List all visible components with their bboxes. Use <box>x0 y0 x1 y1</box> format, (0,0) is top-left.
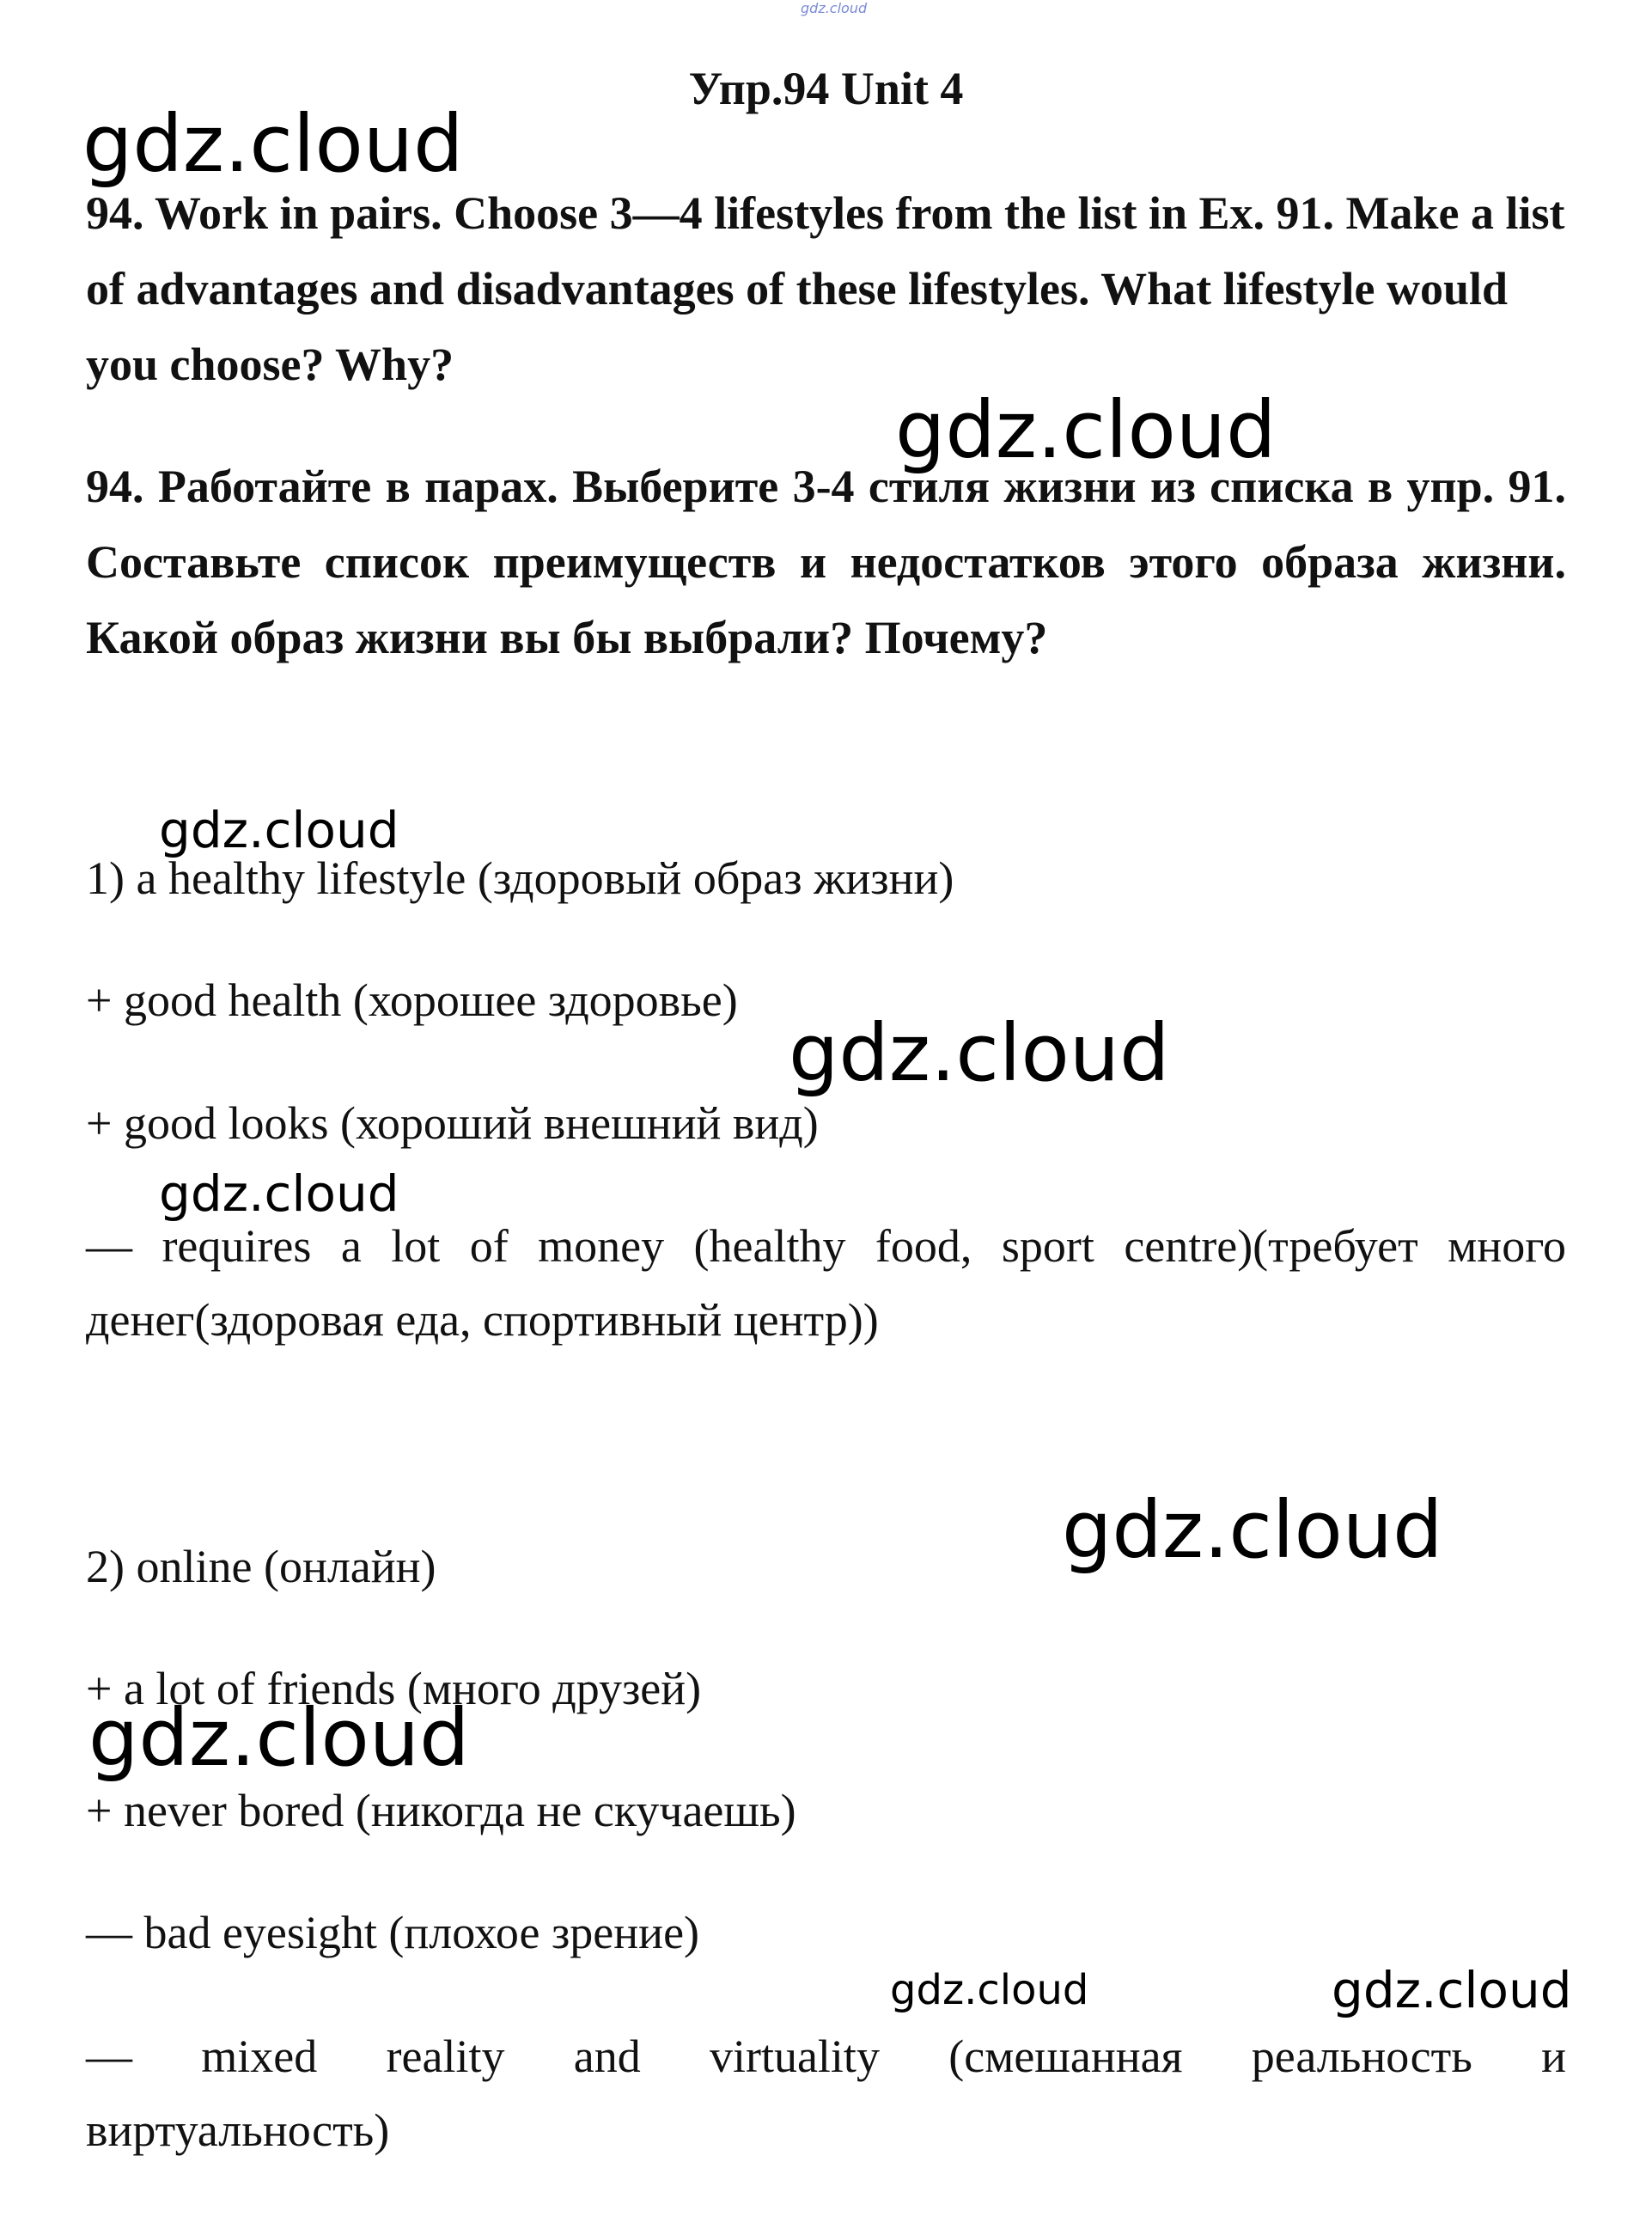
section2-item-4: — mixed reality and virtuality (смешанная реальность и виртуальность) <box>86 2031 1566 2156</box>
section2-item-3: — bad eyesight (плохое зрение) <box>86 1907 700 1958</box>
page-title: Упр.94 Unit 4 <box>688 63 964 114</box>
watermark-1: gdz.cloud <box>82 98 464 190</box>
task-english: 94. Work in pairs. Choose 3—4 lifestyles from the list in Ex. 91. Make a list of advantages and disadvantages of these lifestyles. What lifestyle would you choose? Why? <box>86 187 1565 390</box>
watermark-top: gdz.cloud <box>801 0 868 16</box>
section2-heading: 2) online (онлайн) <box>86 1541 436 1592</box>
watermark-5: gdz.cloud <box>159 1164 399 1223</box>
section1-item-1: + good health (хорошее здоровье) <box>86 974 738 1026</box>
watermark-7: gdz.cloud <box>88 1692 470 1784</box>
watermark-3: gdz.cloud <box>159 801 399 859</box>
watermark-2: gdz.cloud <box>895 384 1277 476</box>
section1-heading: 1) a healthy lifestyle (здоровый образ жизни) <box>86 852 954 904</box>
section2-item-2: + never bored (никогда не скучаешь) <box>86 1785 796 1836</box>
watermark-4: gdz.cloud <box>789 1007 1170 1099</box>
section1-item-3: — requires a lot of money (healthy food, sport centre)(требует много денег(здоровая еда, спортивный центр)) <box>86 1220 1566 1346</box>
section2-item-1: + a lot of friends (много друзей) <box>86 1663 702 1714</box>
section1-item-2: + good looks (хороший внешний вид) <box>86 1097 819 1149</box>
task-russian: 94. Работайте в парах. Выберите 3-4 стиля жизни из списка в упр. 91. Составьте список преимуществ и недостатков этого образа жизни. Какой образ жизни вы бы выбрали? Почему? <box>86 461 1566 663</box>
watermark-9: gdz.cloud <box>1332 1961 1572 2019</box>
watermark-8: gdz.cloud <box>890 1966 1089 2014</box>
watermark-6: gdz.cloud <box>1062 1484 1443 1576</box>
